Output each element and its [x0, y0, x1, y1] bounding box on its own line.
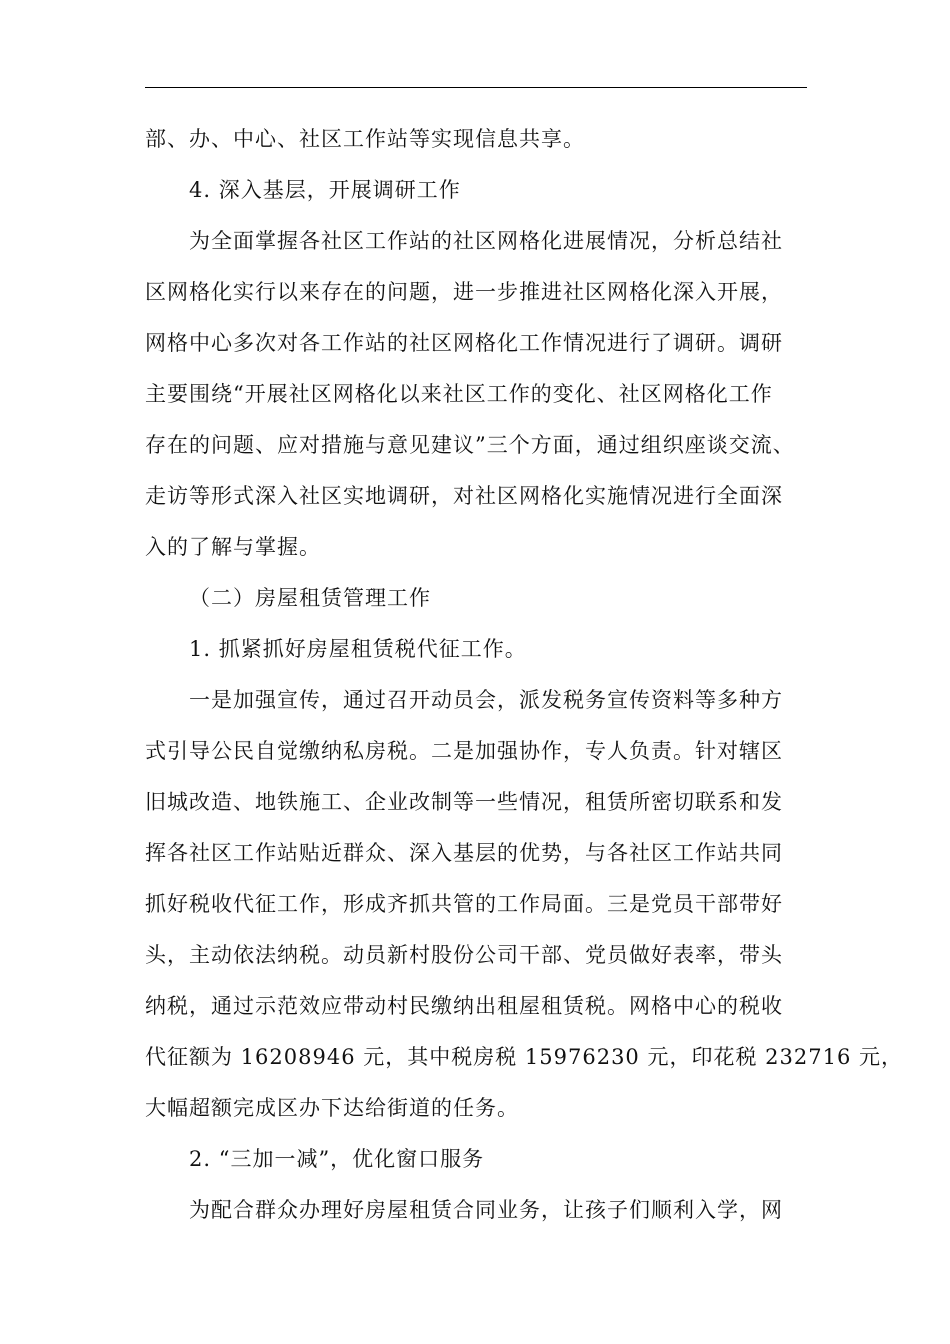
- text-line: 为全面掌握各社区工作站的社区网格化进展情况，分析总结社: [189, 229, 783, 253]
- header-rule: [145, 87, 807, 88]
- text-line: 部、办、中心、社区工作站等实现信息共享。: [145, 127, 585, 151]
- text-line: 式引导公民自觉缴纳私房税。二是加强协作，专人负责。针对辖区: [145, 739, 783, 763]
- text-line: 为配合群众办理好房屋租赁合同业务，让孩子们顺利入学，网: [189, 1198, 783, 1222]
- text-line: 区网格化实行以来存在的问题，进一步推进社区网格化深入开展，: [145, 280, 783, 304]
- text-line: 主要围绕“开展社区网格化以来社区工作的变化、社区网格化工作: [145, 382, 773, 406]
- text-line: 4. 深入基层，开展调研工作: [189, 178, 461, 202]
- text-line: 入的了解与掌握。: [145, 535, 321, 559]
- text-line: （二）房屋租赁管理工作: [189, 586, 431, 610]
- text-line: 头，主动依法纳税。动员新村股份公司干部、党员做好表率，带头: [145, 943, 783, 967]
- text-line: 旧城改造、地铁施工、企业改制等一些情况，租赁所密切联系和发: [145, 790, 783, 814]
- text-line: 一是加强宣传，通过召开动员会，派发税务宣传资料等多种方: [189, 688, 783, 712]
- text-line: 纳税，通过示范效应带动村民缴纳出租屋租赁税。网格中心的税收: [145, 994, 783, 1018]
- text-line: 抓好税收代征工作，形成齐抓共管的工作局面。三是党员干部带好: [145, 892, 783, 916]
- document-body: [145, 114, 903, 1236]
- text-line: 代征额为 16208946 元，其中税房税 15976230 元，印花税 232716 元，: [145, 1045, 903, 1069]
- text-line: 大幅超额完成区办下达给街道的任务。: [145, 1096, 519, 1120]
- text-line: 1. 抓紧抓好房屋租赁税代征工作。: [189, 637, 527, 661]
- text-line: 挥各社区工作站贴近群众、深入基层的优势，与各社区工作站共同: [145, 841, 783, 865]
- text-line: 网格中心多次对各工作站的社区网格化工作情况进行了调研。调研: [145, 331, 783, 355]
- text-line: 存在的问题、应对措施与意见建议”三个方面，通过组织座谈交流、: [145, 433, 795, 457]
- text-line: 走访等形式深入社区实地调研，对社区网格化实施情况进行全面深: [145, 484, 783, 508]
- text-line: 2. “三加一减”，优化窗口服务: [189, 1147, 485, 1171]
